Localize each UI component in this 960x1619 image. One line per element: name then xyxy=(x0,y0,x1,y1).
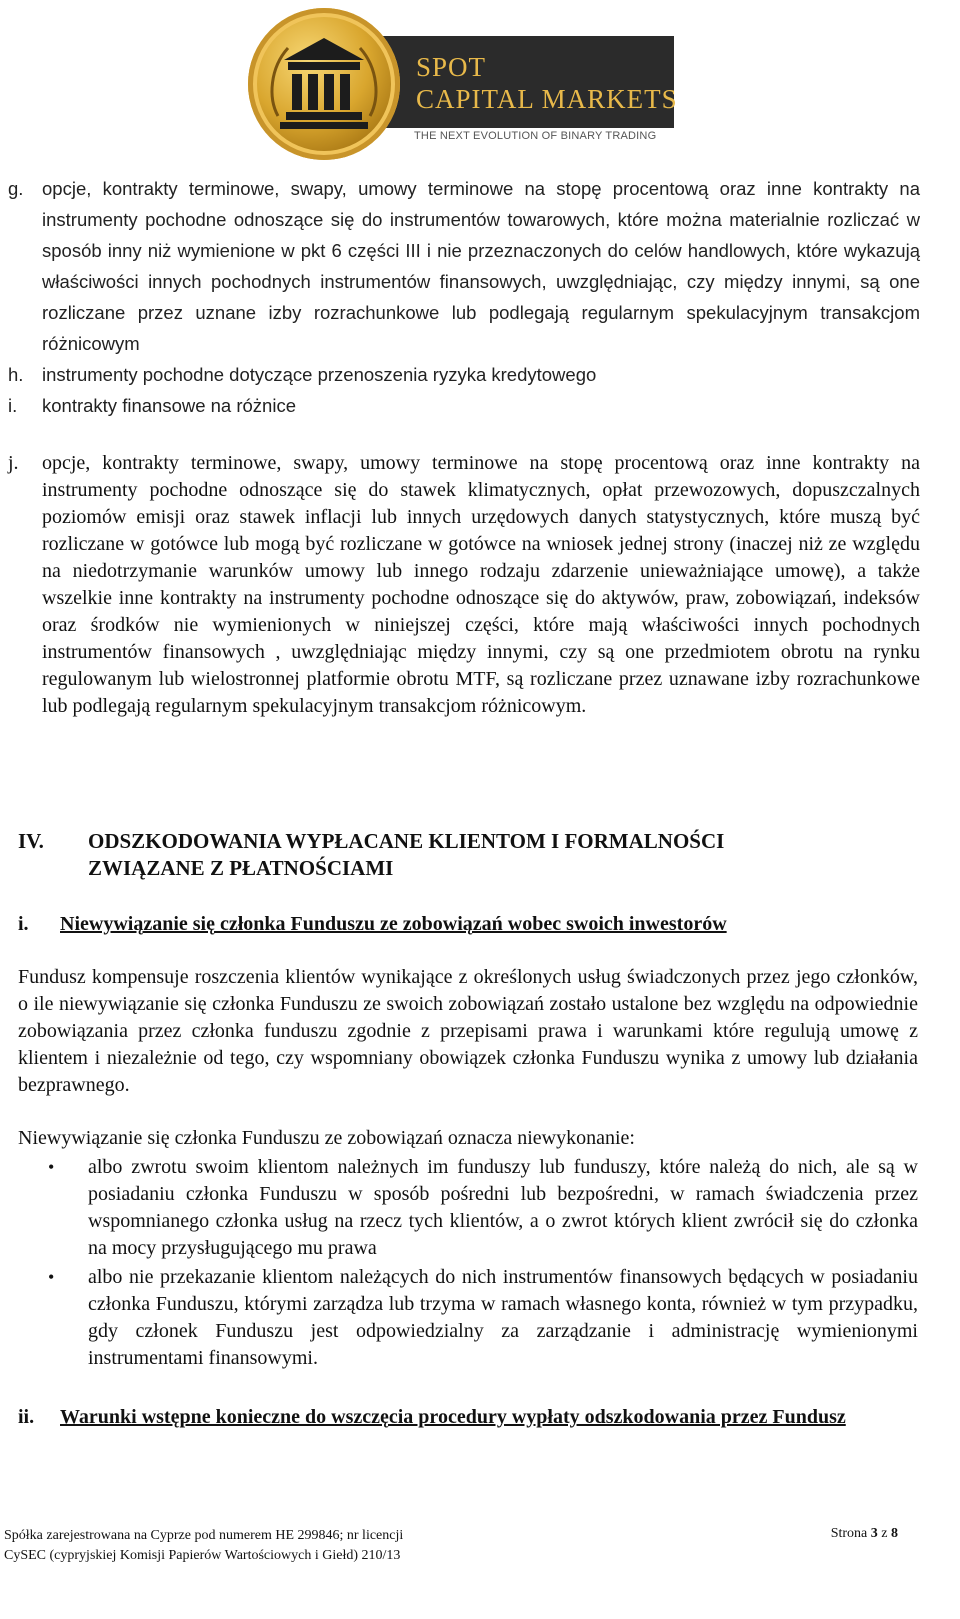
list-item-text: opcje, kontrakty terminowe, swapy, umowy terminowe na stopę procentową oraz inne kontrakty na instrumenty pochodne odnoszące się do stawek klimatycznych, opłat przewozowych, dopuszczalnych poziomów emisji oraz stawek inflacji lub innych urzędowych danych statystycznych, które muszą być rozliczane w gotówce lub mogą być rozliczane w gotówce na wniosek jednej strony (inaczej niż ze względu na niedotrzymanie warunków umowy lub innego rodzaju zdarzenie unieważniające umowę), a także wszelkie inne kontrakty na instrumenty pochodne odnoszące się do aktywów, praw, zobowiązań, indeksów oraz środków nie wymienionych w niniejszej części, które mają właściwości innych pochodnych instrumentów finansowych , uwzględniając między innymi, czy są one przedmiotem obrotu na rynku regulowanym lub wielostronnej platformie obrotu MTF, są rozliczane przez uznawane izby rozrachunkowe lub podlegają regularnym spekulacyjnym transakcjom różnicowym. xyxy=(42,452,920,717)
page-number xyxy=(831,1526,898,1542)
subsection-title xyxy=(60,910,920,938)
section-title-line2: ZWIĄZANE Z PŁATNOŚCIAMI xyxy=(88,856,394,880)
brand-name-line1: SPOT xyxy=(416,52,487,82)
default-definition-intro: Niewywiązanie się członka Funduszu ze zobowiązań oznacza niewykonanie: xyxy=(18,1127,635,1149)
footer-line: Spółka zarejestrowana na Cyprze pod numerem HE 299846; nr licencji xyxy=(4,1528,404,1543)
list-item-text: opcje, kontrakty terminowe, swapy, umowy terminowe na stopę procentową oraz inne kontrakty na instrumenty pochodne odnoszące się do instrumentów towarowych, które można materialnie rozliczać w sposób inny niż wymienione w pkt 6 części III i nie przeznaczonych do celów handlowych, które wykazują właściwości innych pochodnych instrumentów finansowych, uwzględniając, czy między innymi, są one rozliczane przez uznane izby rozrachunkowe lub podlegają regularnym spekulacyjnym transakcjom różnicowym xyxy=(42,178,920,354)
pillared-building-medal-icon xyxy=(248,8,400,160)
subsection-title-text: Warunki wstępne konieczne do wszczęcia procedury wypłaty odszkodowania przez Fundusz xyxy=(60,1406,846,1428)
page-total: 8 xyxy=(891,1526,898,1541)
company-logo xyxy=(248,8,688,160)
subsection-number: ii. xyxy=(18,1406,35,1428)
page-separator: z xyxy=(881,1526,888,1541)
section-title xyxy=(88,828,724,882)
list-marker: i. xyxy=(8,395,18,416)
list-item xyxy=(8,390,920,421)
list-marker: h. xyxy=(8,364,24,385)
list-item xyxy=(48,1154,918,1262)
compensation-paragraph: Fundusz kompensuje roszczenia klientów wynikające z określonych usług świadczonych przez jego członków, o ile niewywiązanie się członka Funduszu ze swoich zobowiązań zostało ustalone bez względu na odpowiednie zobowiązania przez członka funduszu zgodnie z przepisami prawa i warunkami które regulują umowę z klientem i niezależnie od tego, czy wspomniany obowiązek członka Funduszu wynika z umowy lub działania bezprawnego. xyxy=(18,966,918,1096)
brand-tagline: THE NEXT EVOLUTION OF BINARY TRADING xyxy=(414,130,657,142)
instrument-list-part2 xyxy=(8,450,920,720)
default-definition-list xyxy=(48,1154,918,1374)
instrument-list-part1 xyxy=(8,173,920,421)
list-item xyxy=(8,359,920,390)
subsection-number: i. xyxy=(18,913,29,935)
list-item-text: albo zwrotu swoim klientom należnych im funduszy lub funduszy, które należą do nich, ale są w posiadaniu członka Funduszu w sposób pośredni lub bezpośredni, w ramach świadczenia przez wspomnianego członka usług na rzecz tych klientów, a o zwrot których klient zwrócił się do członka na mocy przysługującego mu prawa xyxy=(88,1156,918,1259)
list-item xyxy=(48,1264,918,1372)
bullet-icon: • xyxy=(48,1157,55,1177)
brand-name-line2: CAPITAL MARKETS xyxy=(416,84,678,114)
section-number: IV. xyxy=(18,829,44,853)
subsection-title-text: Niewywiązanie się członka Funduszu ze zobowiązań wobec swoich inwestorów xyxy=(60,913,727,935)
page-current: 3 xyxy=(870,1526,878,1541)
list-item-text: instrumenty pochodne dotyczące przenoszenia ryzyka kredytowego xyxy=(42,364,597,385)
list-item xyxy=(8,450,920,720)
section-title-line1: ODSZKODOWANIA WYPŁACANE KLIENTOM I FORMALNOŚCI xyxy=(88,829,725,853)
list-marker: j. xyxy=(8,452,19,474)
page-label: Strona xyxy=(830,1526,868,1541)
list-item-text: kontrakty finansowe na różnice xyxy=(42,395,296,416)
footer-line: CySEC (cypryjskiej Komisji Papierów Wartościowych i Giełd) 210/13 xyxy=(4,1548,401,1563)
list-item xyxy=(8,173,920,359)
list-marker: g. xyxy=(8,178,24,199)
bullet-icon: • xyxy=(48,1267,55,1287)
footer-registration xyxy=(4,1526,403,1566)
list-item-text: albo nie przekazanie klientom należących do nich instrumentów finansowych będących w posiadaniu członka Funduszu, którymi zarządza lub trzyma w ramach własnego konta, również w tym przypadku, gdy członek Funduszu jest odpowiedzialny za zarządzanie i administrację wymienionymi instrumentami finansowymi. xyxy=(88,1266,918,1369)
subsection-title xyxy=(60,1403,930,1431)
